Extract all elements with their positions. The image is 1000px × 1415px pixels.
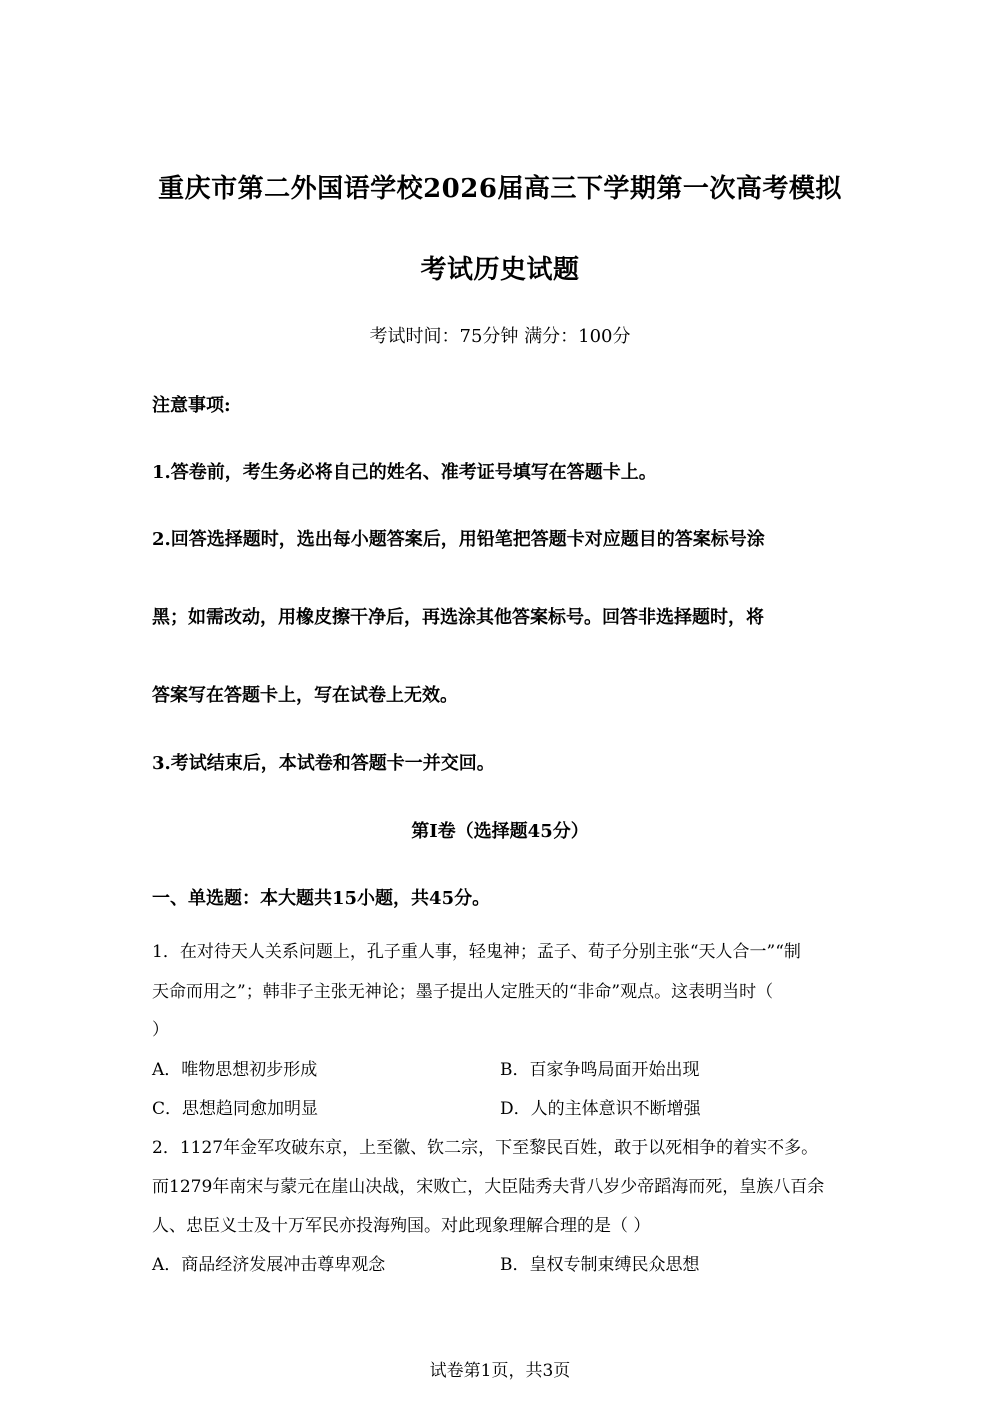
notice-item-2-line1: 2.回答选择题时，选出每小题答案后，用铅笔把答题卡对应题目的答案标号涂 [152,529,765,550]
exam-title-line2: 考试历史试题 [420,255,580,285]
exam-title-line1: 重庆市第二外国语学校2026届高三下学期第一次高考模拟 [158,174,842,204]
section-heading: 一、单选题：本大题共15小题，共45分。 [152,888,491,909]
question-2-line1: 2．1127年金军攻破东京，上至徽、钦二宗，下至黎民百姓，敢于以死相争的着实不多。 [152,1138,819,1158]
question-2-option-a: A．商品经济发展冲击尊卑观念 [152,1255,386,1275]
page-footer: 试卷第1页，共3页 [429,1361,571,1381]
question-1-line2: 天命而用之”；韩非子主张无神论；墨子提出人定胜天的“非命”观点。这表明当时（ [152,982,774,1002]
question-1-option-a: A．唯物思想初步形成 [152,1060,318,1080]
notice-item-2-line2: 黑；如需改动，用橡皮擦干净后，再选涂其他答案标号。回答非选择题时，将 [152,607,764,628]
question-1-option-d: D．人的主体意识不断增强 [500,1099,701,1119]
notice-item-3: 3.考试结束后，本试卷和答题卡一并交回。 [152,753,495,774]
question-1-option-c: C．思想趋同愈加明显 [152,1099,319,1119]
notice-heading: 注意事项: [152,395,231,416]
question-2-option-b: B．皇权专制束缚民众思想 [500,1255,700,1275]
notice-item-2-line3: 答案写在答题卡上，写在试卷上无效。 [152,685,458,706]
question-1-option-b: B．百家争鸣局面开始出现 [500,1060,700,1080]
question-2-line2: 而1279年南宋与蒙元在崖山决战，宋败亡，大臣陆秀夫背八岁少帝蹈海而死，皇族八百余 [152,1177,825,1197]
question-2-line3: 人、忠臣义士及十万军民亦投海殉国。对此现象理解合理的是（ ） [152,1216,651,1236]
question-1-line3: ） [152,1020,169,1040]
question-1-line1: 1．在对待天人关系问题上，孔子重人事，轻鬼神；孟子、荀子分别主张“天人合一”“制 [152,942,801,962]
exam-info: 考试时间：75分钟 满分：100分 [369,326,631,347]
part-title: 第I卷（选择题45分） [411,821,589,842]
notice-item-1: 1.答卷前，考生务必将自己的姓名、准考证号填写在答题卡上。 [152,462,657,483]
